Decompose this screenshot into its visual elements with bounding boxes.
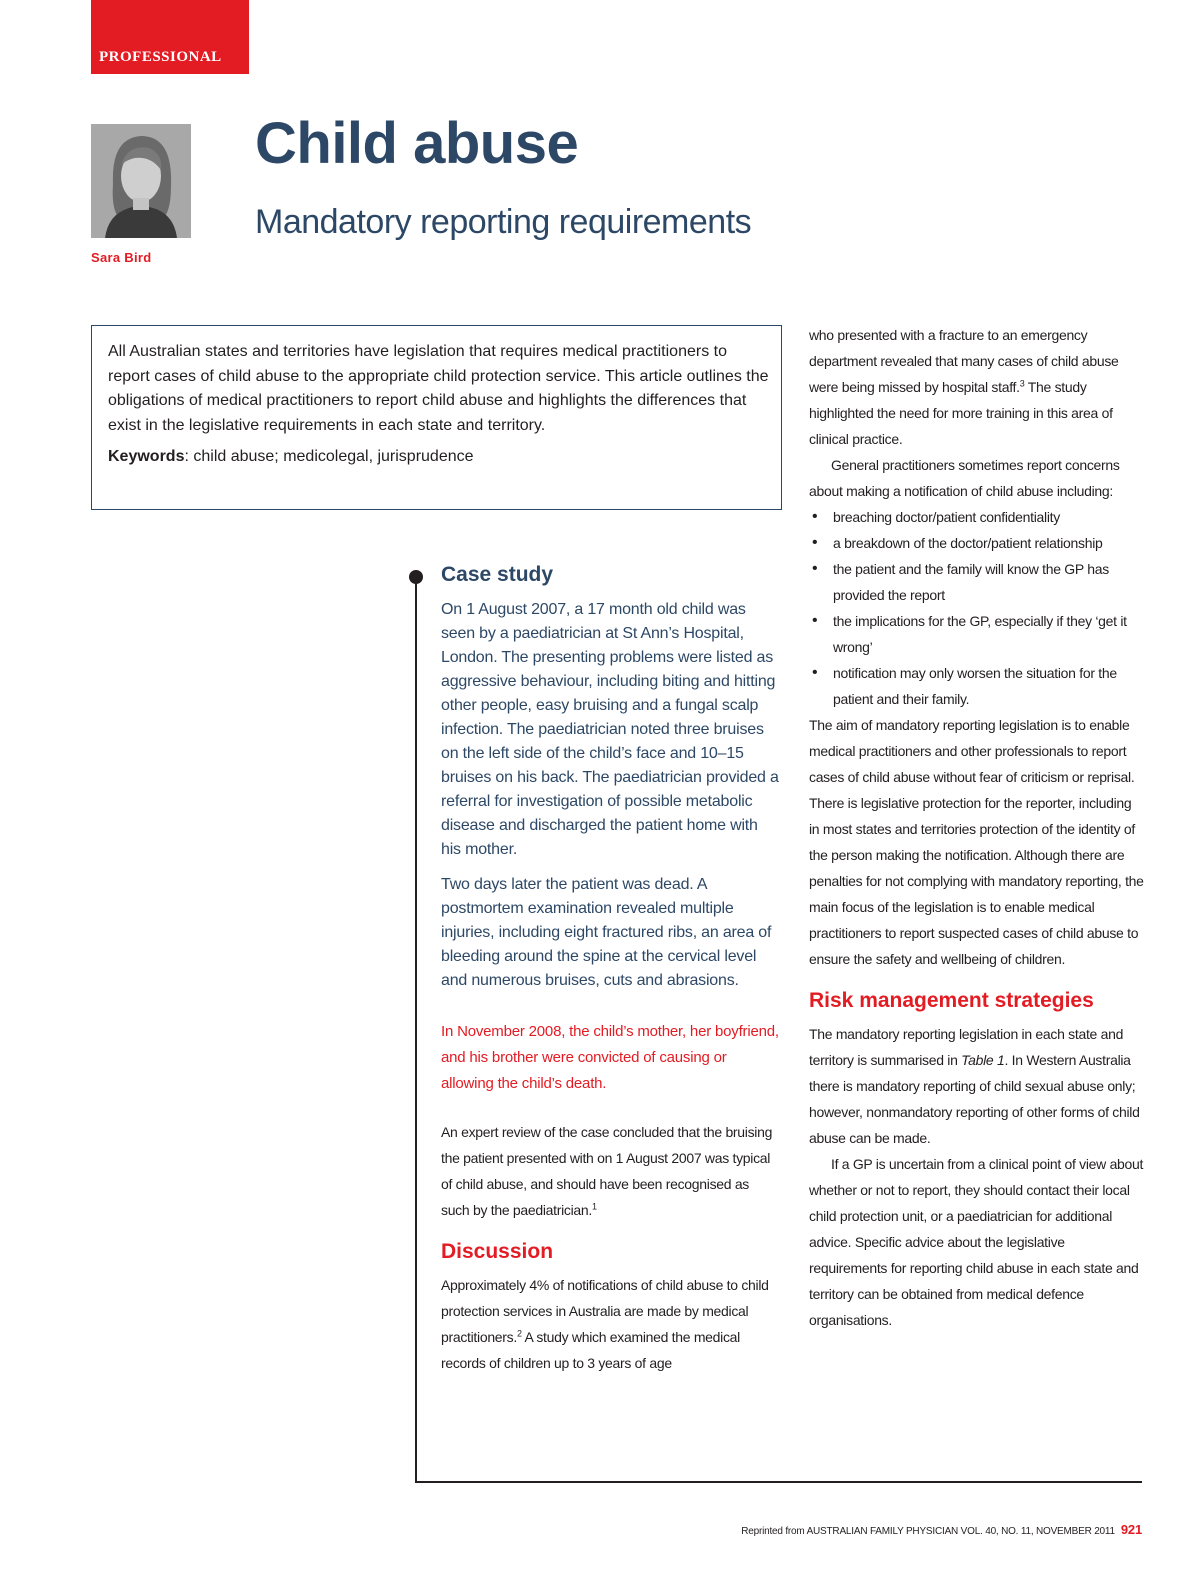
case-study-heading: Case study xyxy=(441,563,554,586)
list-item: • the implications for the GP, especially if they ‘get it wrong’ xyxy=(809,608,1144,660)
risk-text-a: The mandatory reporting legislation in each state and territory is summarised in xyxy=(809,1026,1124,1069)
keywords-list: : child abuse; medicolegal, jurisprudence xyxy=(184,448,474,465)
reference-2: 2 xyxy=(516,1328,522,1339)
list-item: • notification may only worsen the situation for the patient and their family. xyxy=(809,660,1144,712)
article-title: Child abuse xyxy=(255,111,579,176)
middle-column xyxy=(441,562,779,1376)
case-study-paragraph-2: Two days later the patient was dead. A postmortem examination revealed multiple injuries, including eight fractured ribs, an area of bleeding around the spine at the cervical level and numerous bruises, cuts and abrasions. xyxy=(441,876,772,990)
risk-paragraph-2: If a GP is uncertain from a clinical point of view about whether or not to report, they should contact their local child protection unit, or a paediatrician for additional advice. Specific advice about the legislative requirements for reporting child abuse in each state and territory can be obtained from medical defence organisations. xyxy=(809,1156,1144,1329)
list-item: • breaching doctor/patient confidentiality xyxy=(809,504,1144,530)
case-study-paragraph-1: On 1 August 2007, a 17 month old child was seen by a paediatrician at St Ann’s Hospital, London. The presenting problems were listed as aggressive behaviour, including biting and hitting other people, easy bruising and a fungal scalp infection. The paediatrician noted three bruises on the left side of the child’s face and 10–15 bruises on his back. The paediatrician provided a referral for investigation of possible metabolic disease and discharged the patient home with his mother. xyxy=(441,601,779,859)
case-study xyxy=(441,562,779,1097)
risk-management-heading: Risk management strategies xyxy=(809,989,1094,1012)
keywords-line xyxy=(108,445,771,470)
discussion-continued xyxy=(809,322,1144,452)
gp-concerns-intro: General practitioners sometimes report concerns about making a notification of child abuse including: xyxy=(809,457,1120,499)
author-photo xyxy=(91,124,191,238)
discussion-paragraph-1 xyxy=(441,1272,779,1376)
section-tag-label: PROFESSIONAL xyxy=(99,49,222,65)
keywords-label: Keywords xyxy=(108,448,185,465)
table-1-reference: Table 1 xyxy=(961,1052,1005,1069)
reference-3: 3 xyxy=(1019,378,1025,389)
case-study-outcome: In November 2008, the child’s mother, her boyfriend, and his brother were convicted of causing or allowing the child’s death. xyxy=(441,1023,779,1093)
footer-citation: Reprinted from AUSTRALIAN FAMILY PHYSICIAN VOL. 40, NO. 11, NOVEMBER 2011 xyxy=(741,1526,1115,1537)
risk-paragraph-1 xyxy=(809,1021,1144,1151)
expert-review-text: An expert review of the case concluded that the bruising the patient presented with on 1 August 2007 was typical of child abuse, and should have been recognised as such by the paediatrician. xyxy=(441,1124,773,1219)
page-number: 921 xyxy=(1120,1522,1142,1537)
discussion-heading: Discussion xyxy=(441,1240,554,1264)
article-subtitle: Mandatory reporting requirements xyxy=(255,203,752,241)
abstract-text: All Australian states and territories have legislation that requires medical practitioners to report cases of child abuse to the appropriate child protection service. This article outlines the obligations of medical practitioners to report child abuse and highlights the differences that exist in the legislative requirements in each state and territory. xyxy=(108,343,769,434)
discussion-cont-a: who presented with a fracture to an emergency department revealed that many cases of child abuse were being missed by hospital staff. xyxy=(809,327,1119,395)
column-rule-vertical xyxy=(415,578,417,1482)
section-tag xyxy=(91,0,249,74)
right-column xyxy=(809,322,1144,1333)
abstract-box xyxy=(91,325,782,510)
author-portrait-image xyxy=(91,124,191,238)
reference-1: 1 xyxy=(591,1201,597,1212)
column-rule-horizontal xyxy=(415,1481,1142,1483)
expert-review-paragraph xyxy=(441,1119,779,1223)
list-item: • the patient and the family will know the GP has provided the report xyxy=(809,556,1144,608)
author-name: Sara Bird xyxy=(91,250,152,265)
list-item: • a breakdown of the doctor/patient relationship xyxy=(809,530,1144,556)
risk-text-b: . In Western Australia there is mandatory reporting of child sexual abuse only; however, nonmandatory reporting of other forms of child abuse can be made. xyxy=(809,1052,1140,1147)
gp-concerns-list xyxy=(809,504,1144,712)
discussion-cont-b: The study highlighted the need for more training in this area of clinical practice. xyxy=(809,379,1113,447)
discussion-text-a: Approximately 4% of notifications of child abuse to child protection services in Australia are made by medical practitioners. xyxy=(441,1277,769,1346)
page-footer xyxy=(741,1522,1142,1537)
discussion-text-b: A study which examined the medical records of children up to 3 years of age xyxy=(441,1329,740,1372)
aim-paragraph: The aim of mandatory reporting legislation is to enable medical practitioners and other professionals to report cases of child abuse without fear of criticism or reprisal. There is legislative protection for the reporter, including in most states and territories protection of the identity of the person making the notification. Although there are penalties for not complying with mandatory reporting, the main focus of the legislation is to enable medical practitioners to report suspected cases of child abuse to ensure the safety and wellbeing of children. xyxy=(809,717,1144,967)
